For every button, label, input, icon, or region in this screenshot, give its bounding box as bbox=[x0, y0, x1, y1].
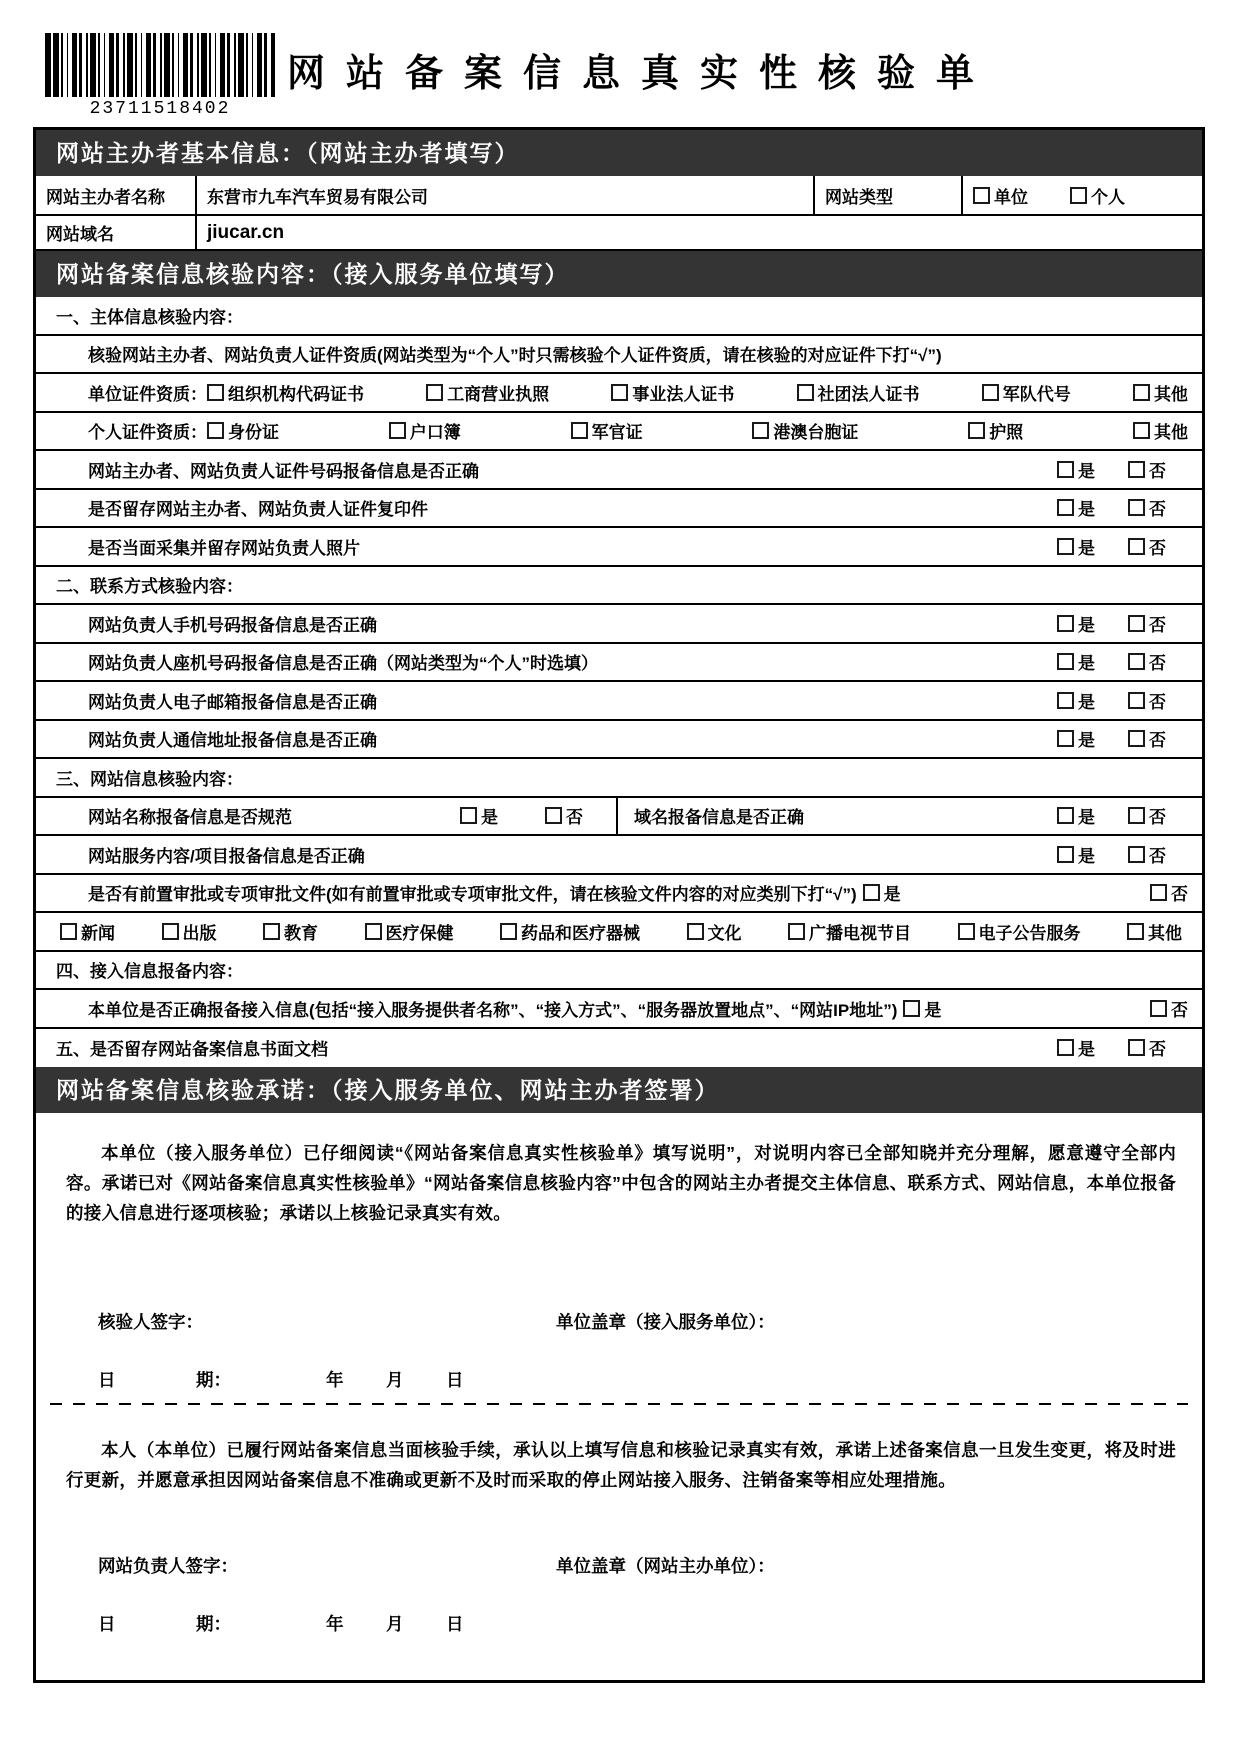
barcode-number: 23711518402 bbox=[89, 99, 231, 119]
isp-seal-label: 单位盖章（接入服务单位）： bbox=[556, 1312, 775, 1332]
option-checkbox[interactable] bbox=[797, 384, 814, 401]
row-text: 核验网站主办者、网站负责人证件资质(网站类型为“个人”时只需核验个人证件资质，请在核验的对应证件下打“√”) bbox=[88, 346, 942, 366]
row-prefix: 个人证件资质： bbox=[88, 423, 207, 443]
no-label: 否 bbox=[566, 808, 583, 828]
verify-row-mobile bbox=[36, 605, 1202, 644]
option-checkbox[interactable] bbox=[60, 923, 77, 940]
no-option bbox=[1128, 1029, 1166, 1068]
yes-label: 是 bbox=[1078, 500, 1095, 520]
option-checkbox[interactable] bbox=[1133, 384, 1150, 401]
category-option bbox=[788, 919, 911, 944]
yes-label: 是 bbox=[883, 885, 901, 905]
yes-label: 是 bbox=[1078, 615, 1095, 635]
personal-credential-group bbox=[88, 418, 279, 443]
yes-label: 是 bbox=[1078, 1040, 1095, 1060]
yes-checkbox[interactable] bbox=[1057, 538, 1074, 555]
day-label: 日 bbox=[446, 1614, 464, 1634]
row-text: 域名报备信息是否正确 bbox=[634, 808, 804, 828]
option-label: 药品和医疗器械 bbox=[521, 923, 640, 943]
credential-option bbox=[797, 380, 920, 405]
yes-option bbox=[1057, 1029, 1095, 1068]
option-label: 其他 bbox=[1153, 423, 1188, 443]
yes-label: 是 bbox=[1078, 731, 1095, 751]
no-checkbox[interactable] bbox=[1150, 884, 1167, 901]
option-label: 社团法人证书 bbox=[817, 384, 920, 404]
verify-section-4 bbox=[36, 952, 1202, 991]
verify-row-address bbox=[36, 721, 1202, 760]
row-text: 网站负责人通信地址报备信息是否正确 bbox=[88, 731, 377, 751]
option-label: 军队代号 bbox=[1002, 384, 1071, 404]
yes-label: 是 bbox=[1078, 808, 1095, 828]
domain-row bbox=[36, 216, 1202, 251]
option-label: 出版 bbox=[182, 923, 217, 943]
option-label: 户口簿 bbox=[409, 423, 461, 443]
no-option bbox=[1128, 798, 1166, 835]
yes-checkbox[interactable] bbox=[1057, 730, 1074, 747]
option-label: 电子公告服务 bbox=[978, 923, 1081, 943]
no-label: 否 bbox=[1149, 1040, 1166, 1060]
no-checkbox[interactable] bbox=[545, 807, 562, 824]
credential-option bbox=[968, 418, 1023, 443]
yes-checkbox[interactable] bbox=[1057, 461, 1074, 478]
yes-option bbox=[1057, 836, 1095, 873]
section-header-verify-content: 网站备案信息核验内容：（接入服务单位填写） bbox=[36, 251, 1202, 297]
signature-row-site-manager bbox=[36, 1553, 1202, 1577]
credential-option bbox=[1133, 418, 1188, 443]
no-option bbox=[1128, 644, 1166, 681]
date-label: 期： bbox=[196, 1614, 231, 1634]
promise-section bbox=[36, 1113, 1202, 1680]
promise-paragraph-owner: 本人（本单位）已履行网站备案信息当面核验手续，承认以上填写信息和核验记录真实有效，承诺上述备案信息一旦发生变更，将及时进行更新，并愿意承担因网站备案信息不准确或更新不及时而采取的停止网站接入服务、注销备案等相应处理措施。 bbox=[66, 1440, 1176, 1490]
option-checkbox[interactable] bbox=[958, 923, 975, 940]
option-label: 医疗保健 bbox=[385, 923, 454, 943]
option-checkbox[interactable] bbox=[788, 923, 805, 940]
owner-name-value: 东营市九车汽车贸易有限公司 bbox=[197, 176, 815, 214]
category-option bbox=[1127, 919, 1182, 944]
no-option bbox=[1128, 836, 1166, 873]
no-checkbox[interactable] bbox=[1128, 692, 1145, 709]
year-label: 年 bbox=[326, 1614, 344, 1634]
no-label: 否 bbox=[1149, 461, 1166, 481]
document-header bbox=[45, 30, 1205, 126]
verify-row-access-info bbox=[36, 990, 1202, 1029]
credential-option bbox=[752, 418, 858, 443]
barcode-image bbox=[45, 33, 275, 97]
no-option bbox=[1128, 451, 1166, 488]
option-label: 护照 bbox=[989, 423, 1024, 443]
option-label: 组织机构代码证书 bbox=[228, 384, 364, 404]
date-label: 日 bbox=[98, 1370, 116, 1390]
month-label: 月 bbox=[386, 1370, 404, 1390]
credential-option bbox=[426, 380, 549, 405]
row-text: 本单位是否正确报备接入信息(包括“接入服务提供者名称”、“接入方式”、“服务器放置地点”、“网站IP地址”) bbox=[88, 1000, 898, 1020]
no-checkbox[interactable] bbox=[1128, 653, 1145, 670]
option-label: 教育 bbox=[284, 923, 318, 943]
site-type-label: 网站类型 bbox=[815, 176, 963, 214]
row-text: 五、是否留存网站备案信息书面文档 bbox=[56, 1040, 328, 1060]
no-checkbox[interactable] bbox=[1128, 461, 1145, 478]
no-option bbox=[1128, 490, 1166, 527]
unit-label: 单位 bbox=[994, 187, 1028, 207]
no-checkbox[interactable] bbox=[1128, 1039, 1145, 1056]
category-option bbox=[365, 919, 454, 944]
domain-check-cell bbox=[618, 798, 1202, 835]
option-label: 广播电视节目 bbox=[809, 923, 911, 943]
section-header-owner-info: 网站主办者基本信息：（网站主办者填写） bbox=[36, 130, 1202, 176]
verify-row-photo bbox=[36, 528, 1202, 567]
option-checkbox[interactable] bbox=[1133, 422, 1150, 439]
signature-row-verifier bbox=[36, 1309, 1202, 1333]
verify-rows bbox=[36, 297, 1202, 1067]
year-label: 年 bbox=[326, 1370, 344, 1390]
yes-label: 是 bbox=[1078, 538, 1095, 558]
verify-row-unit-credentials bbox=[36, 374, 1202, 413]
yes-label: 是 bbox=[481, 808, 498, 828]
yes-checkbox[interactable] bbox=[1057, 807, 1074, 824]
option-checkbox[interactable] bbox=[389, 422, 406, 439]
no-label: 否 bbox=[1149, 538, 1166, 558]
option-checkbox[interactable] bbox=[687, 923, 704, 940]
yes-label: 是 bbox=[1078, 846, 1095, 866]
date-label: 期： bbox=[196, 1370, 231, 1390]
personal-label: 个人 bbox=[1091, 187, 1125, 207]
section-title: 三、网站信息核验内容： bbox=[56, 769, 243, 789]
day-label: 日 bbox=[446, 1370, 464, 1390]
no-label: 否 bbox=[1149, 654, 1166, 674]
option-label: 军官证 bbox=[591, 423, 643, 443]
option-checkbox[interactable] bbox=[752, 422, 769, 439]
domain-value: jiucar.cn bbox=[207, 221, 285, 243]
option-checkbox[interactable] bbox=[162, 923, 179, 940]
verify-row-landline bbox=[36, 644, 1202, 683]
yes-checkbox[interactable] bbox=[1057, 1039, 1074, 1056]
yes-option bbox=[1057, 490, 1095, 527]
category-option bbox=[687, 919, 742, 944]
no-label: 否 bbox=[1171, 1000, 1188, 1020]
owner-name-row bbox=[36, 176, 1202, 216]
verify-row-credential-note bbox=[36, 336, 1202, 375]
verify-row-id-copy bbox=[36, 490, 1202, 529]
option-checkbox[interactable] bbox=[426, 384, 443, 401]
credential-option bbox=[982, 380, 1071, 405]
verify-row-personal-credentials bbox=[36, 413, 1202, 452]
yes-checkbox[interactable] bbox=[1057, 653, 1074, 670]
no-checkbox[interactable] bbox=[1128, 499, 1145, 516]
yes-option bbox=[1057, 451, 1095, 488]
yes-option bbox=[1057, 682, 1095, 719]
date-row-verifier bbox=[36, 1367, 1202, 1391]
no-option bbox=[1128, 605, 1166, 642]
verify-section-5 bbox=[36, 1029, 1202, 1068]
verify-section-2 bbox=[36, 567, 1202, 606]
row-text: 网站负责人手机号码报备信息是否正确 bbox=[88, 615, 377, 635]
site-type-options bbox=[963, 176, 1202, 214]
verify-section-3 bbox=[36, 759, 1202, 798]
site-name-check-cell bbox=[36, 798, 618, 835]
section-title: 四、接入信息报备内容： bbox=[56, 962, 243, 982]
option-label: 身份证 bbox=[228, 423, 279, 443]
option-label: 工商营业执照 bbox=[447, 384, 550, 404]
credential-option bbox=[1133, 380, 1188, 405]
date-label: 日 bbox=[98, 1614, 116, 1634]
section-title: 二、联系方式核验内容： bbox=[56, 577, 243, 597]
row-prefix: 单位证件资质： bbox=[88, 384, 207, 404]
option-checkbox[interactable] bbox=[207, 422, 224, 439]
option-label: 其他 bbox=[1148, 923, 1182, 943]
verifier-signature-label: 核验人签字： bbox=[98, 1312, 203, 1332]
row-text: 网站负责人电子邮箱报备信息是否正确 bbox=[88, 692, 377, 712]
yes-option bbox=[1057, 528, 1095, 565]
option-checkbox[interactable] bbox=[982, 384, 999, 401]
yes-option bbox=[1057, 644, 1095, 681]
no-option bbox=[1128, 682, 1166, 719]
option-checkbox[interactable] bbox=[1127, 923, 1144, 940]
verify-row-name-domain bbox=[36, 798, 1202, 837]
option-label: 事业法人证书 bbox=[632, 384, 735, 404]
yes-label: 是 bbox=[924, 1000, 942, 1020]
yes-label: 是 bbox=[1078, 692, 1095, 712]
no-checkbox[interactable] bbox=[1128, 615, 1145, 632]
row-text: 网站服务内容/项目报备信息是否正确 bbox=[88, 846, 365, 866]
no-checkbox[interactable] bbox=[1128, 807, 1145, 824]
no-checkbox[interactable] bbox=[1128, 538, 1145, 555]
option-checkbox[interactable] bbox=[263, 923, 280, 940]
option-checkbox[interactable] bbox=[571, 422, 588, 439]
row-text: 是否有前置审批或专项审批文件(如有前置审批或专项审批文件，请在核验文件内容的对应类别下打“√”) bbox=[88, 885, 857, 905]
yes-option bbox=[1057, 721, 1095, 758]
credential-option bbox=[611, 380, 734, 405]
verify-row-email bbox=[36, 682, 1202, 721]
option-checkbox[interactable] bbox=[365, 923, 382, 940]
verify-row-id-number bbox=[36, 451, 1202, 490]
option-label: 新闻 bbox=[81, 923, 115, 943]
no-label: 否 bbox=[1149, 808, 1166, 828]
domain-label: 网站域名 bbox=[36, 216, 197, 249]
section-title: 一、主体信息核验内容： bbox=[56, 307, 243, 327]
site-manager-signature-label: 网站负责人签字： bbox=[98, 1556, 238, 1576]
option-checkbox[interactable] bbox=[611, 384, 628, 401]
site-type-option-personal bbox=[1070, 183, 1125, 208]
owner-name-label: 网站主办者名称 bbox=[36, 176, 197, 214]
no-checkbox[interactable] bbox=[1150, 1000, 1167, 1017]
unit-credential-group bbox=[88, 380, 364, 405]
cut-line bbox=[50, 1403, 1188, 1405]
no-label: 否 bbox=[1149, 615, 1166, 635]
row-text: 网站名称报备信息是否规范 bbox=[88, 808, 292, 828]
yes-checkbox[interactable] bbox=[1057, 692, 1074, 709]
promise-paragraph-isp: 本单位（接入服务单位）已仔细阅读“《网站备案信息真实性核验单》填写说明”，对说明内容已全部知晓并充分理解，愿意遵守全部内容。承诺已对《网站备案信息真实性核验单》“网站备案信息核验内容”中包含的网站主办者提交主体信息、联系方式、网站信息，本单位报备的接入信息进行逐项核验；承诺以上核验记录真实有效。 bbox=[66, 1143, 1176, 1223]
category-option bbox=[162, 919, 217, 944]
no-label: 否 bbox=[1149, 500, 1166, 520]
row-text: 是否当面采集并留存网站负责人照片 bbox=[88, 538, 360, 558]
yes-checkbox[interactable] bbox=[1057, 499, 1074, 516]
verify-row-pre-approval bbox=[36, 875, 1202, 914]
category-option bbox=[60, 919, 115, 944]
yes-label: 是 bbox=[1078, 654, 1095, 674]
yes-label: 是 bbox=[1078, 461, 1095, 481]
row-text: 网站主办者、网站负责人证件号码报备信息是否正确 bbox=[88, 461, 479, 481]
yes-option bbox=[903, 996, 941, 1021]
personal-checkbox[interactable] bbox=[1070, 187, 1087, 204]
yes-option bbox=[863, 880, 901, 905]
row-text: 网站负责人座机号码报备信息是否正确（网站类型为“个人”时选填） bbox=[88, 654, 598, 674]
yes-option bbox=[460, 798, 498, 835]
category-option bbox=[263, 919, 318, 944]
verify-section-1 bbox=[36, 297, 1202, 336]
no-option bbox=[545, 798, 583, 835]
yes-option bbox=[1057, 605, 1095, 642]
category-option bbox=[500, 919, 640, 944]
yes-checkbox[interactable] bbox=[903, 1000, 920, 1017]
no-option bbox=[1150, 880, 1188, 905]
verify-row-approval-categories bbox=[36, 913, 1202, 952]
no-option bbox=[1128, 528, 1166, 565]
yes-checkbox[interactable] bbox=[1057, 846, 1074, 863]
date-row-site-manager bbox=[36, 1611, 1202, 1635]
category-option bbox=[958, 919, 1081, 944]
month-label: 月 bbox=[386, 1614, 404, 1634]
verify-row-service-content bbox=[36, 836, 1202, 875]
option-label: 文化 bbox=[707, 923, 742, 943]
no-label: 否 bbox=[1149, 731, 1166, 751]
option-label: 港澳台胞证 bbox=[773, 423, 859, 443]
no-checkbox[interactable] bbox=[1128, 730, 1145, 747]
document-title: 网站备案信息真实性核验单 bbox=[287, 53, 996, 95]
option-label: 其他 bbox=[1153, 384, 1188, 404]
row-text: 是否留存网站主办者、网站负责人证件复印件 bbox=[88, 500, 428, 520]
form-body bbox=[33, 127, 1205, 1683]
option-checkbox[interactable] bbox=[968, 422, 985, 439]
no-option bbox=[1150, 996, 1188, 1021]
credential-option bbox=[571, 418, 643, 443]
credential-option bbox=[389, 418, 461, 443]
yes-checkbox[interactable] bbox=[460, 807, 477, 824]
section-header-promise: 网站备案信息核验承诺：（接入服务单位、网站主办者签署） bbox=[36, 1067, 1202, 1113]
no-checkbox[interactable] bbox=[1128, 846, 1145, 863]
no-label: 否 bbox=[1171, 885, 1188, 905]
no-label: 否 bbox=[1149, 692, 1166, 712]
option-checkbox[interactable] bbox=[207, 384, 224, 401]
owner-seal-label: 单位盖章（网站主办单位）： bbox=[556, 1556, 775, 1576]
yes-checkbox[interactable] bbox=[1057, 615, 1074, 632]
no-option bbox=[1128, 721, 1166, 758]
yes-option bbox=[1057, 798, 1095, 835]
option-checkbox[interactable] bbox=[500, 923, 517, 940]
yes-checkbox[interactable] bbox=[863, 884, 880, 901]
unit-checkbox[interactable] bbox=[973, 187, 990, 204]
no-label: 否 bbox=[1149, 846, 1166, 866]
site-type-option-unit bbox=[973, 183, 1028, 208]
